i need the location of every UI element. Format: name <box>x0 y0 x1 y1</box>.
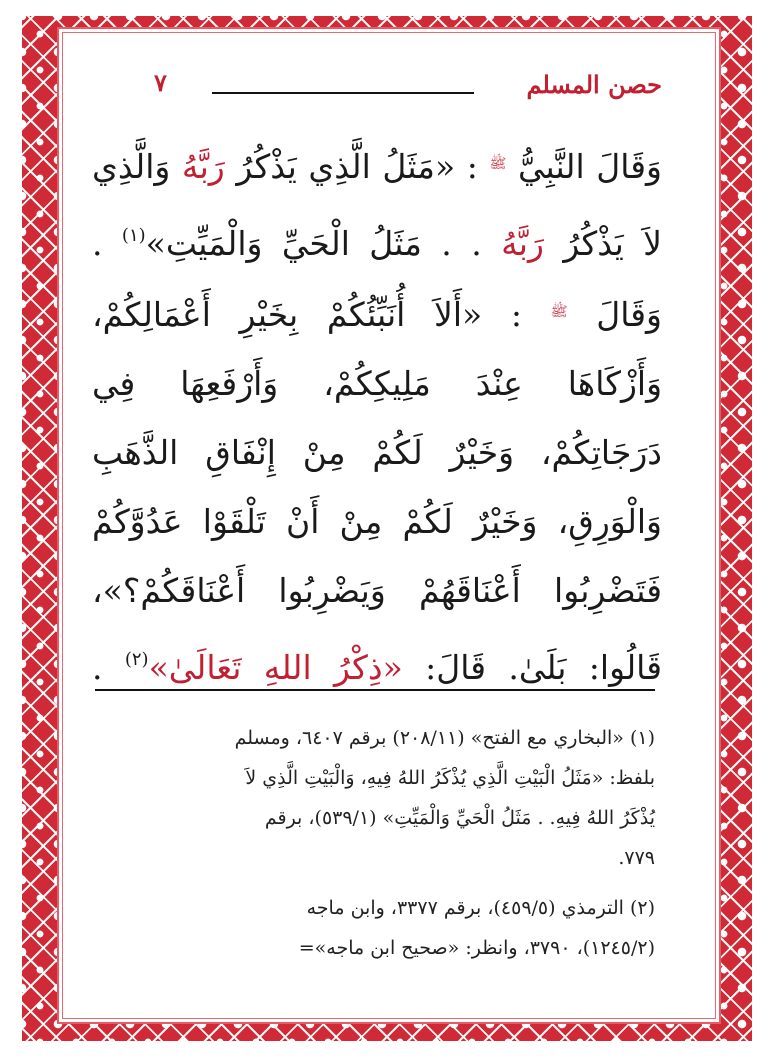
footnote-1-line-2: بلفظ: «مَثَلُ الْبَيْتِ الَّذِي يُذْكَرُ اللهُ فِيهِ، وَالْبَيْتِ الَّذِي لاَ <box>245 767 655 789</box>
footnote-ref-2: (٢) <box>124 649 149 670</box>
highlight-word: رَبَّهُ <box>501 224 544 263</box>
footnote-1-line-1: (١) «البخاري مع الفتح» (٢٠٨/١١) برقم ٦٤٠٧، ومسلم <box>234 727 655 749</box>
text-line-1: وَقَالَ النَّبِيُّ $^ﷺ$ : «مَثَلُ الَّذِي يَذْكُرُ رَبَّهُ وَالَّذِي <box>92 147 662 186</box>
text-line-2: لاَ يَذْكُرُ رَبَّهُ . . مَثَلُ الْحَيِّ وَالْمَيِّتِ»$^{(١)}$ . <box>92 224 662 263</box>
text-line-6: وَالْوَرِقِ، وَخَيْرٌ لَكُمْ مِنْ أَنْ تَلْقَوْا عَدُوَّكُمْ <box>92 502 662 541</box>
pbuh-glyph: ﷺ <box>550 304 568 320</box>
footnote-2-line-2: (١٢٤٥/٢)، ٣٧٩٠، وانظر: «صحيح ابن ماجه»= <box>298 937 655 959</box>
page-header <box>82 70 662 110</box>
text-line-5: دَرَجَاتِكُمْ، وَخَيْرٌ لَكُمْ مِنْ إِنْفَاقِ الذَّهَبِ <box>92 433 662 472</box>
pbuh-glyph: ﷺ <box>489 156 507 172</box>
footnote-ref-1: (١) <box>121 225 146 246</box>
highlight-word: رَبَّهُ <box>181 147 225 186</box>
footnote-rule <box>95 689 655 691</box>
book-title: حصن المسلم <box>526 70 662 99</box>
header-rule <box>212 92 474 94</box>
main-text <box>92 130 662 702</box>
text-line-4: وَأَزْكَاهَا عِنْدَ مَلِيكِكُمْ، وَأَرْفَعِهَا فِي <box>92 364 662 403</box>
highlight-phrase: «ذِكْرُ اللهِ تَعَالَىٰ» <box>148 648 403 687</box>
footnote-2-line-1: (٢) الترمذي (٤٥٩/٥)، برقم ٣٣٧٧، وابن ماجه <box>306 897 655 919</box>
text-line-7: فَتَضْرِبُوا أَعْنَاقَهُمْ وَيَضْرِبُوا أَعْنَاقَكُمْ؟»، <box>92 571 662 610</box>
footnote-gap <box>95 878 655 888</box>
footnote-1-line-3: يُذْكَرُ اللهُ فِيهِ. . مَثَلُ الْحَيِّ وَالْمَيِّتِ» (٥٣٩/١)، برقم <box>264 807 655 829</box>
page-number: ٧ <box>154 68 167 97</box>
footnote-1-line-4: ٧٧٩. <box>618 847 655 869</box>
text-line-8: قَالُوا: بَلَىٰ. قَالَ: «ذِكْرُ اللهِ تَعَالَىٰ»$^{(٢)}$ . <box>92 648 663 687</box>
text-line-3: وَقَالَ $^ﷺ$ : «أَلاَ أُنَبِّئُكُمْ بِخَيْرِ أَعْمَالِكُمْ، <box>92 295 662 334</box>
footnotes <box>95 718 655 968</box>
